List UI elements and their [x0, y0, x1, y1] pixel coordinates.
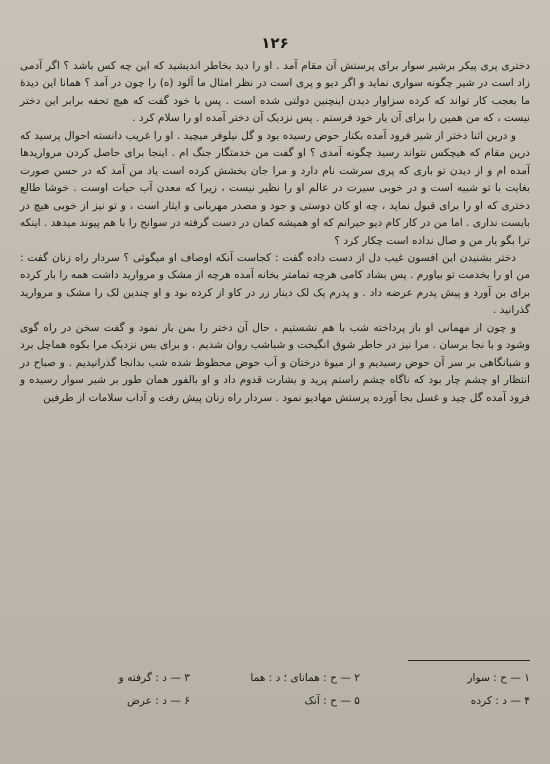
page-number: ۱۲۶ [261, 34, 289, 52]
paragraph: و درین اثنا دختر از شیر فرود آمده بکنار حوض رسیده بود و گل نیلوفر میچید . او را غریب دانسته احوال پرسید که درین مقام که هیچکس نتواند رسید چگونه آمدی ؟ او گفت من خدمتگار جنگ ام . اینجا برای حاصل کردن مرواریدها آمده ام و از دیدن تو باری که پری سرشت نام دارد و مرا جان بخشش کرده است یاد من آمد که در حسن صورت بغایت با تو شبیه است و در خوبی سیرت در عالم او را نظیر نیست ، زیرا که معدن آب حیات اوست . خوشا طالع دختری که او را برای قبول نماید ، چه او کان دوستی و جود و مصدر مهربانی و ایثار است ، و تو نیز از خوبی هیچ در بایست نداری . اما من در کار کام دیو حیرانم که او همیشه کمان در دست گرفته در سوانح را با هم پیوند میدهد . اینکه ترا بگو یار من و صال نداده است چکار کرد ؟ [20, 129, 530, 247]
footnote: ۶ — د : عرض [126, 694, 190, 707]
footnote-row [20, 689, 530, 712]
footnotes [20, 666, 530, 712]
paragraph: و چون از مهمانی او باز پرداخته شب با هم نشستیم ، حال آن دختر را بمن باز نمود و گفت سخن در راه گوی وشود و با نجا برسان . مرا نیز در خاطر شوق انگیخت و شباشب روان شدیم . و برای بس نزدیک مرا بکوه هماچل برد و شبانگاهی بر سر آن حوض رسیدیم و از میوهٔ درختان و آب حوض محظوظ شده شب بدانجا گذرانیدیم . و صباح در انتظار او چشم چار بود که ناگاه چشم راستم پرید و بشارت قدوم داد و او بالفور همان طور بر شیر سوار رسیده و فرود آمده گل چید و غسل بجا آورده پرستش مهادیو نمود . سردار راه زنان پیش رفت و آداب سلامات از طرفین [20, 321, 530, 404]
footnote: ۱ — ح : سوار [467, 671, 530, 684]
footnote: ۵ — ح : آنک [304, 694, 360, 707]
body-text [20, 58, 530, 407]
footnote: ۲ — ح : همانای ؛ د : هما [250, 671, 360, 684]
paragraph: دختری پری پیکر برشیر سوار برای پرستش آن مقام آمد . او را دید بخاطر اندیشید که این چه کس باشد ؟ اگر آدمی زاد است در شیر چگونه سواری نماید و اگر دیو و پری است در نظر امثال ما آلود (ه) را چون در آمد ؟ همانا این دیدهٔ ما بعجب کار تواند که کرده سزاوار دیدن اینچنین دولتی شده است . پس با خود گفت که هیچ تحفه برابر این دختر نیست ، که من همین را برای آن یار خود فرستم . پس نزدیک آن دختر آمده او را سلام کرد . [20, 60, 530, 125]
paragraph: دختر بشنیدن این افسون غیب دل از دست داده گفت : کجاست آنکه اوصاف او میگوئی ؟ سردار راه زنان گفت : من او را بخدمت تو بیاورم . پس بشاد کامی هرچه تمامتر بخانه آمده هرچه از مشک و مروارید داشت همه را بار کرده برای بن آورد و پیش پدرم عرضه داد . و پدرم یک لک دینار زر در کاو از کرده بود و او چندین لک را مشک و مروارید گذرانید . [20, 251, 530, 317]
footnote-row [20, 666, 530, 689]
footnote: ۳ — د : گرفته و [118, 671, 190, 684]
footnote: ۴ — د : کرده [470, 694, 530, 707]
footnote-divider [408, 660, 530, 661]
